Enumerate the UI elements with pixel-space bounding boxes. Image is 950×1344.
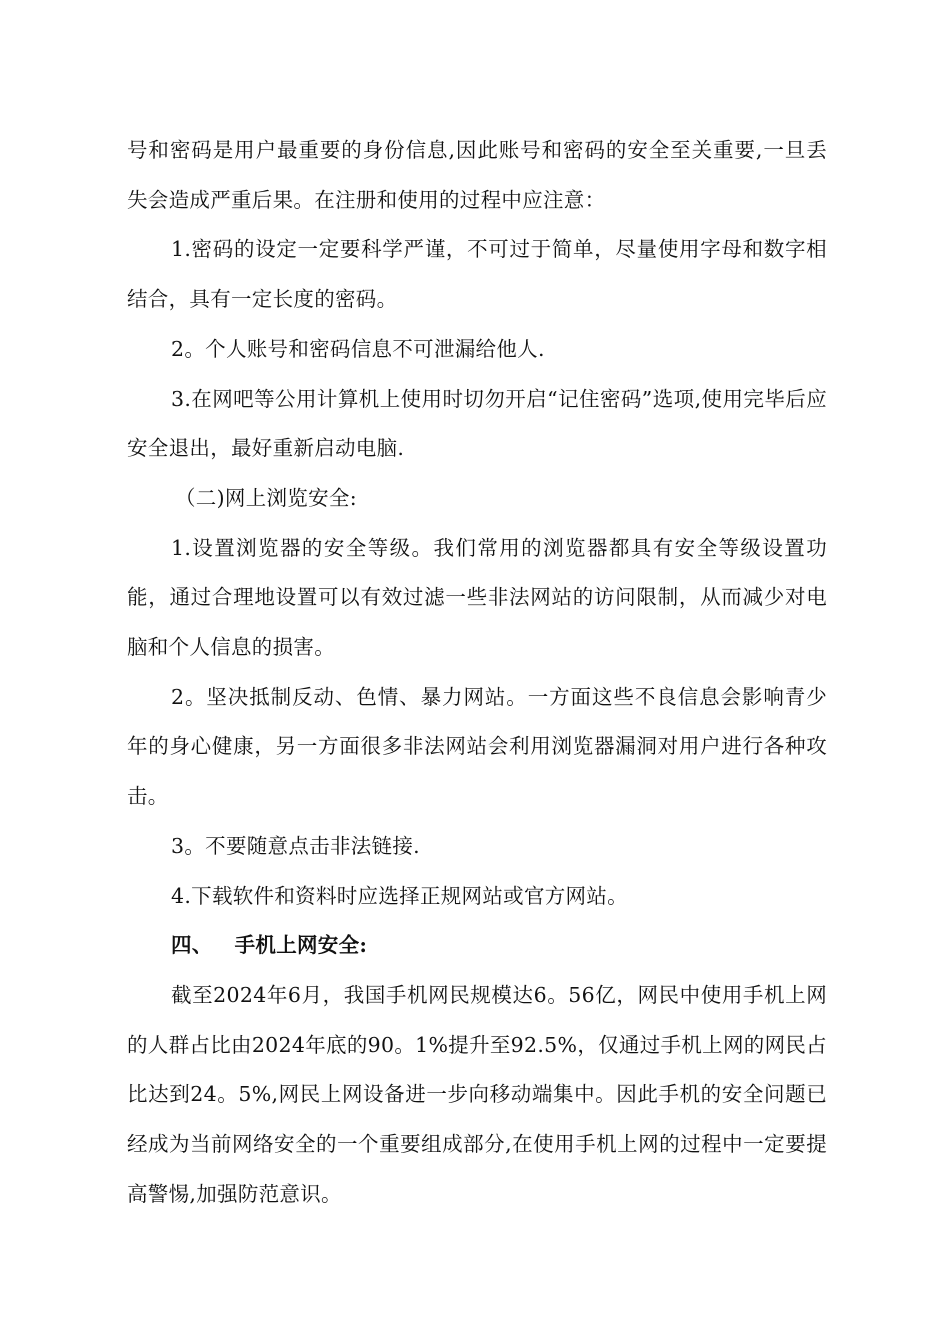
paragraph-mobile-stats: 截至2024年6月，我国手机网民规模达6。56亿，网民中使用手机上网的人群占比由2024年底的90。1%提升至92.5%，仅通过手机上网的网民占比达到24。5%,网民上网设备进一步向移动端集中。因此手机的安全问题已经成为当前网络安全的一个重要组成部分,在使用手机上网的过程中一定要提高警惕,加强防范意识。	[127, 982, 827, 1206]
paragraph-account-intro: 号和密码是用户最重要的身份信息,因此账号和密码的安全至关重要,一旦丢失会造成严重后果。在注册和使用的过程中应注意：	[127, 138, 827, 212]
paragraph-browsing-rule-2: 2。坚决抵制反动、色情、暴力网站。一方面这些不良信息会影响青少年的身心健康，另一方面很多非法网站会利用浏览器漏洞对用户进行各种攻击。	[127, 684, 827, 809]
paragraph-browsing-rule-3: 3。不要随意点击非法链接.	[171, 833, 420, 858]
paragraph-password-rule-1: 1.密码的设定一定要科学严谨，不可过于简单，尽量使用字母和数字相结合，具有一定长度的密码。	[127, 237, 827, 312]
paragraph-browsing-rule-1: 1.设置浏览器的安全等级。我们常用的浏览器都具有安全等级设置功能，通过合理地设置可以有效过滤一些非法网站的访问限制，从而减少对电脑和个人信息的损害。	[127, 535, 827, 660]
heading-title: 手机上网安全:	[234, 933, 368, 958]
paragraph-browsing-rule-4: 4.下载软件和资料时应选择正规网站或官方网站。	[171, 883, 628, 908]
document-body	[127, 126, 827, 1219]
section-heading-mobile	[127, 921, 827, 971]
section-heading-browsing: （二)网上浏览安全:	[175, 485, 357, 510]
paragraph-password-rule-3: 3.在网吧等公用计算机上使用时切勿开启“记住密码”选项,使用完毕后应安全退出，最好重新启动电脑.	[127, 386, 827, 461]
paragraph-password-rule-2: 2。个人账号和密码信息不可泄漏给他人.	[171, 336, 545, 361]
heading-number: 四、	[171, 933, 213, 958]
